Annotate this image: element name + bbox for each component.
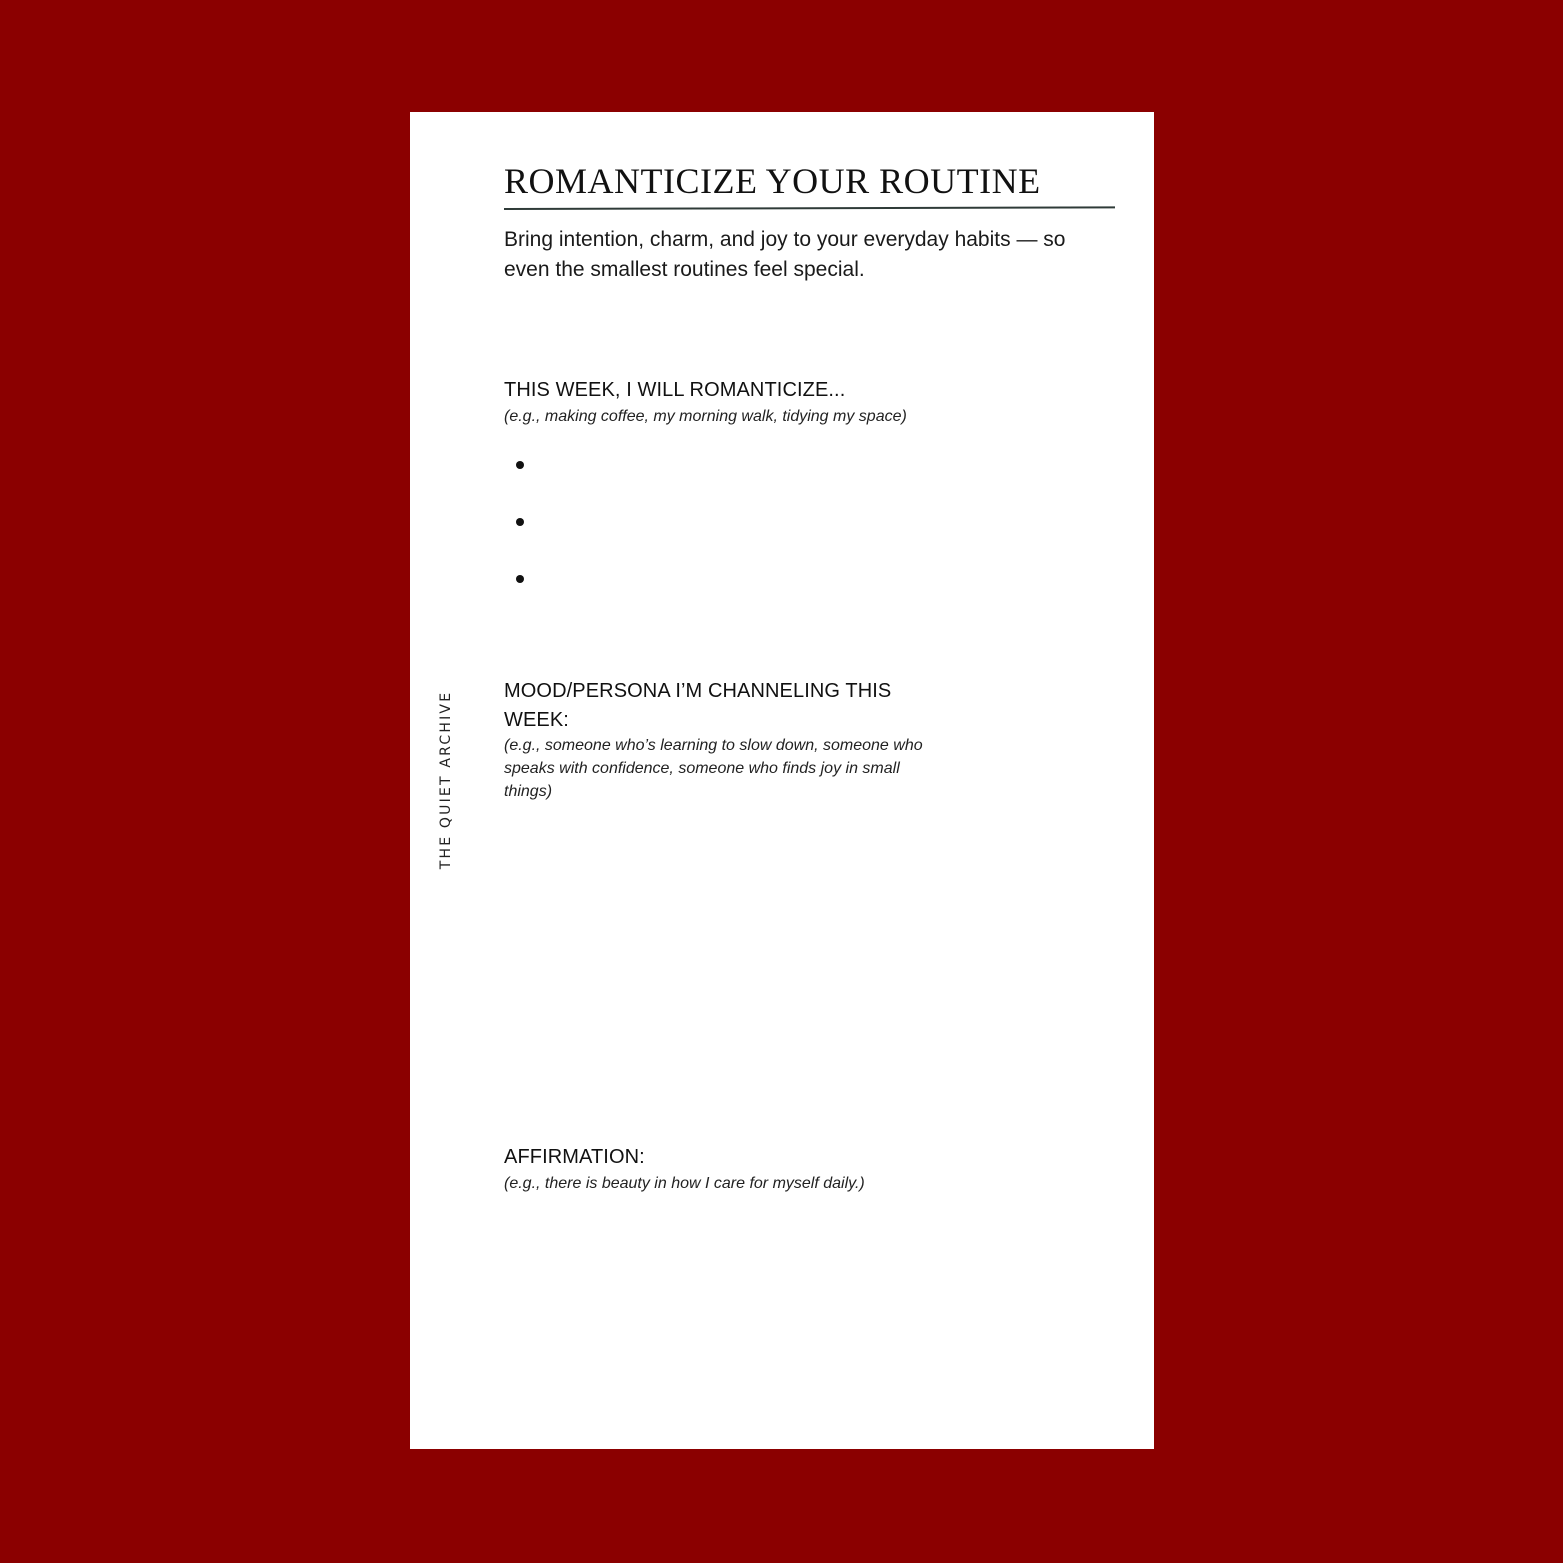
- romanticize-example: (e.g., making coffee, my morning walk, tidying my space): [504, 408, 907, 425]
- bullet-point-3: [516, 575, 524, 583]
- affirmation-heading: AFFIRMATION:: [504, 1146, 645, 1168]
- mood-example: (e.g., someone who’s learning to slow down, someone who speaks with confidence, someone who finds joy in small things): [504, 737, 923, 800]
- intro-text: Bring intention, charm, and joy to your everyday habits — so even the smallest routines feel special.: [504, 228, 1066, 281]
- page-title: ROMANTICIZE YOUR ROUTINE: [504, 161, 1041, 201]
- romanticize-heading: THIS WEEK, I WILL ROMANTICIZE...: [504, 379, 846, 401]
- brand-vertical-label: THE QUIET ARCHIVE: [438, 690, 454, 870]
- bullet-point-1: [516, 461, 524, 469]
- bullet-point-2: [516, 518, 524, 526]
- affirmation-example: (e.g., there is beauty in how I care for myself daily.): [504, 1175, 865, 1192]
- mood-heading: MOOD/PERSONA I’M CHANNELING THIS WEEK:: [504, 680, 892, 731]
